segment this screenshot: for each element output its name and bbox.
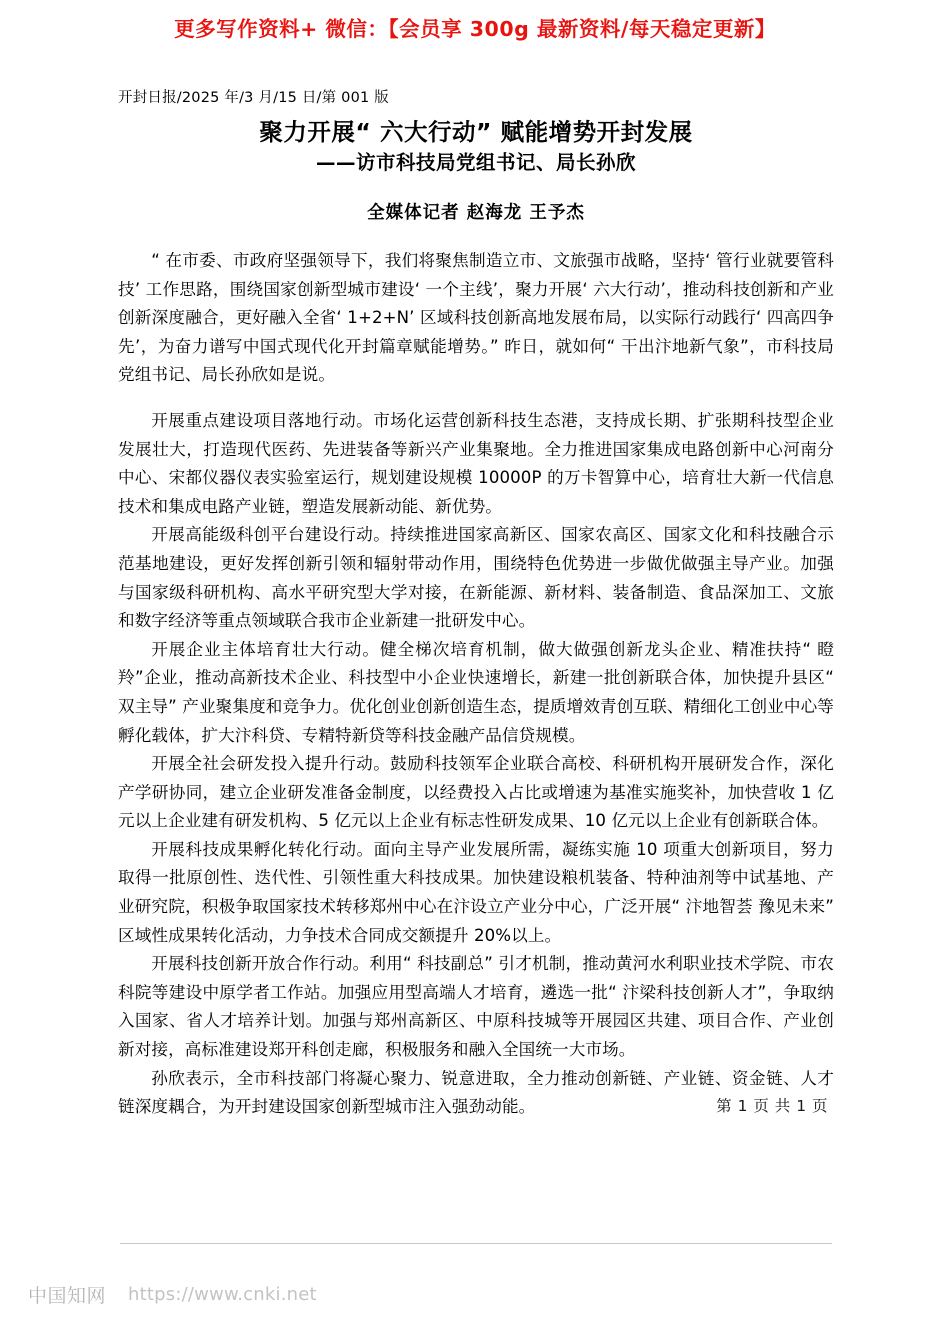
paragraph: 开展科技成果孵化转化行动。面向主导产业发展所需，凝练实施 10 项重大创新项目，努力取得一批原创性、迭代性、引领性重大科技成果。加快建设粮机装备、特种油剂等中试基地、产业研究院，积极争取国家技术转移郑州中心在汴设立产业分中心，广泛开展“ 汴地智荟 豫见未来” 区域性成果转化活动，力争技术合同成交额提升 20%以上。	[118, 839, 834, 945]
paragraph: 孙欣表示，全市科技部门将凝心聚力、锐意进取，全力推动创新链、产业链、资金链、人才链深度耦合，为开封建设国家创新型城市注入强劲动能。	[118, 1068, 834, 1117]
paragraph: 开展企业主体培育壮大行动。健全梯次培育机制，做大做强创新龙头企业、精准扶持“ 瞪羚”企业，推动高新技术企业、科技型中小企业快速增长，新建一批创新联合体，加快提升县区“ 双主导” 产业聚集度和竞争力。优化创业创新创造生态，提质增效青创互联、精细化工创业中心等孵化载体，扩大汴科贷、专精特新贷等科技金融产品信贷规模。	[118, 639, 834, 745]
promo-banner: 更多写作资料+ 微信：【会员享 300g 最新资料/每天稳定更新】	[174, 17, 776, 41]
paragraph: 开展重点建设项目落地行动。市场化运营创新科技生态港，支持成长期、扩张期科技型企业发展壮大，打造现代医药、先进装备等新兴产业集聚地。全力推进国家集成电路创新中心河南分中心、宋都仪器仪表实验室运行，规划建设规模 10000P 的万卡智算中心，培育壮大新一代信息技术和集成电路产业链，塑造发展新动能、新优势。	[118, 410, 834, 516]
publication-source-line: 开封日报/2025 年/3 月/15 日/第 001 版	[118, 90, 389, 106]
page-indicator: 第 1 页 共 1 页	[716, 1097, 828, 1115]
article-byline: 全媒体记者 赵海龙 王予杰	[367, 203, 585, 223]
paragraph: 开展高能级科创平台建设行动。持续推进国家高新区、国家农高区、国家文化和科技融合示范基地建设，更好发挥创新引领和辐射带动作用，围绕特色优势进一步做优做强主导产业。加强与国家级科研机构、高水平研究型大学对接，在新能源、新材料、装备制造、食品深加工、文旅和数字经济等重点领域联合我市企业新建一批研发中心。	[118, 525, 834, 631]
cnki-watermark	[28, 1281, 317, 1308]
article-content	[118, 88, 834, 1122]
cnki-brand-label: 中国知网	[28, 1285, 107, 1307]
paragraph: 开展全社会研发投入提升行动。鼓励科技领军企业联合高校、科研机构开展研发合作，深化产学研协同，建立企业研发准备金制度，以经费投入占比或增速为基准实施奖补，加快营收 1 亿元以上企业建有研发机构、5 亿元以上企业有标志性研发成果、10 亿元以上企业有创新联合体。	[118, 754, 834, 831]
article-subtitle: ——访市科技局党组书记、局长孙欣	[315, 151, 636, 174]
paragraph: “ 在市委、市政府坚强领导下，我们将聚焦制造立市、文旅强市战略，坚持‘ 管行业就要管科技’ 工作思路，围绕国家创新型城市建设‘ 一个主线’，聚力开展‘ 六大行动’，推动科技创新和产业创新深度融合，更好融入全省‘ 1+2+N’ 区域科技创新高地发展布局，以实际行动践行‘ 四高四争先’，为奋力谱写中国式现代化开封篇章赋能增势。” 昨日，就如何“ 干出汴地新气象”，市科技局党组书记、局长孙欣如是说。	[118, 251, 834, 385]
footer-divider	[120, 1243, 832, 1244]
paragraph: 开展科技创新开放合作行动。利用“ 科技副总” 引才机制，推动黄河水利职业技术学院、市农科院等建设中原学者工作站。加强应用型高端人才培育，遴选一批“ 汴梁科技创新人才”，争取纳入国家、省人才培养计划。加强与郑州高新区、中原科技城等开展园区共建、项目合作、产业创新对接，高标准建设郑开科创走廊，积极服务和融入全国统一大市场。	[118, 954, 834, 1060]
article-title: 聚力开展“ 六大行动” 赋能增势开封发展	[259, 118, 693, 146]
article-body	[118, 247, 834, 1122]
cnki-url-label: https://www.cnki.net	[128, 1284, 317, 1305]
